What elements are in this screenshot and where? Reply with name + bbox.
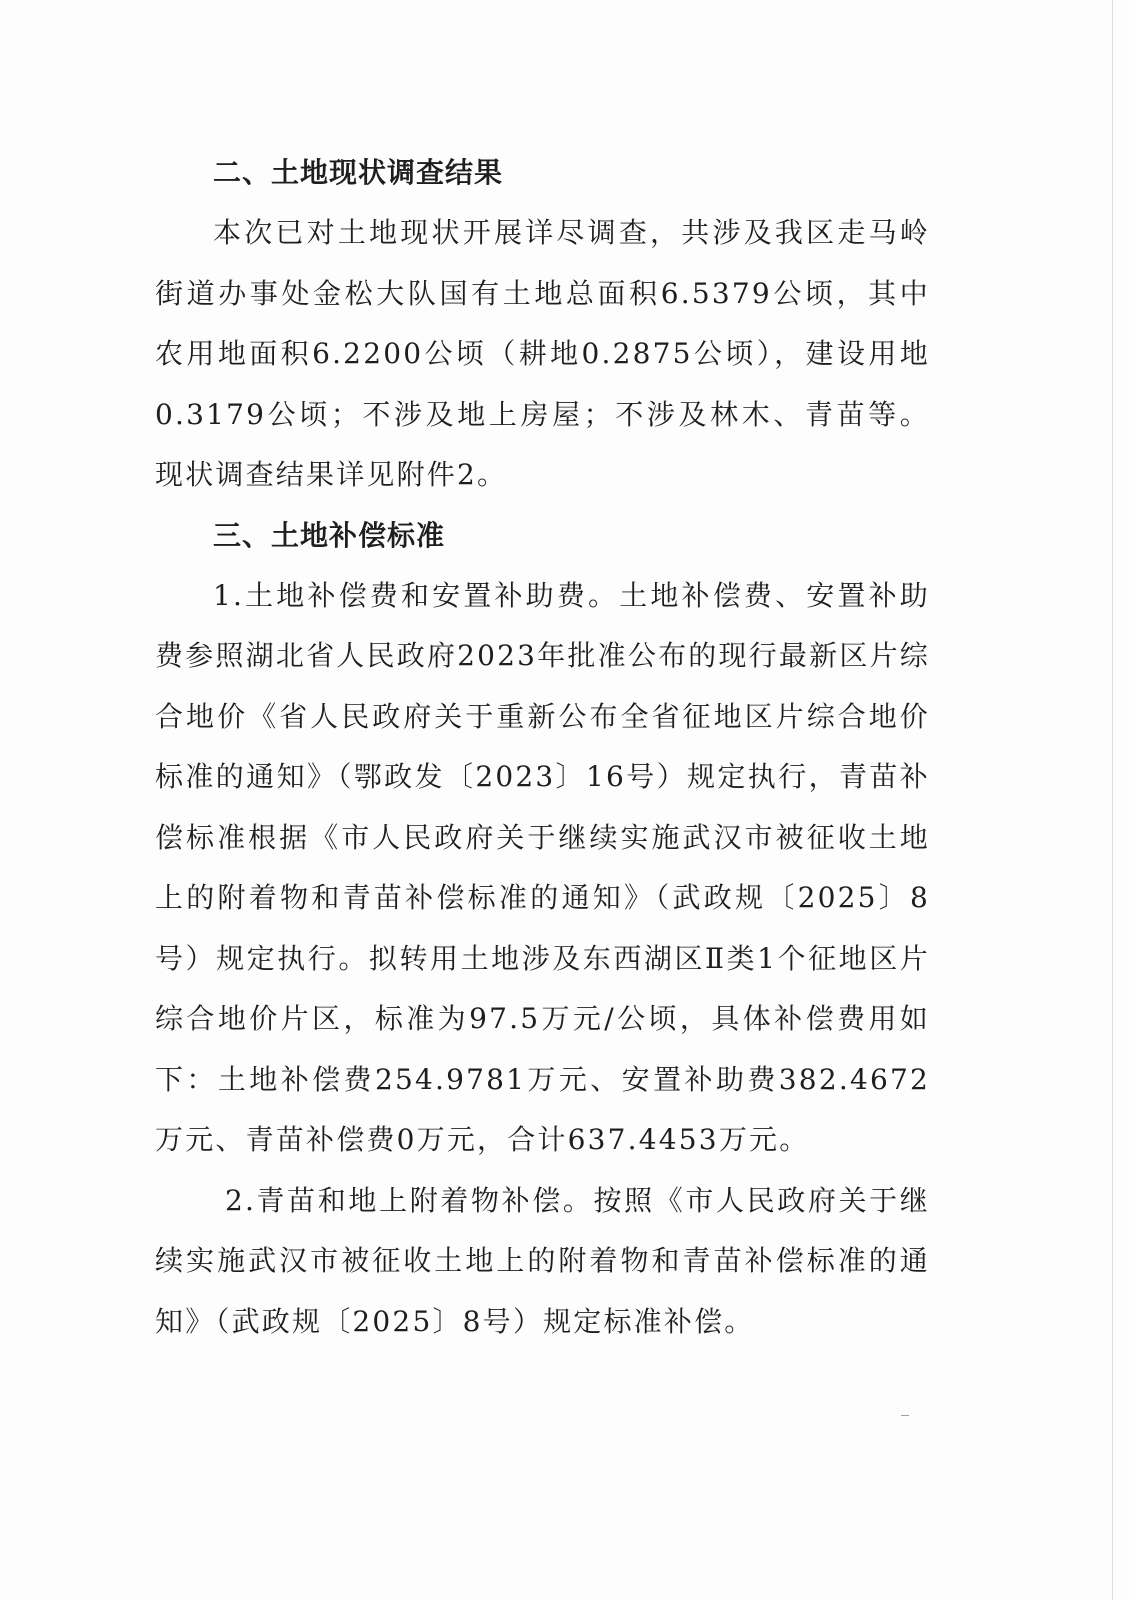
document-body	[155, 143, 930, 1352]
compensation-item-2: 2.青苗和地上附着物补偿。按照《市人民政府关于继续实施武汉市被征收土地上的附着物和青苗补偿标准的通知》（武政规〔2025〕8号）规定标准补偿。	[155, 1183, 930, 1338]
section-heading-compensation-standard: 三、土地补偿标准	[213, 518, 446, 552]
scan-edge-line	[1112, 0, 1113, 1600]
land-survey-paragraph: 本次已对土地现状开展详尽调查，共涉及我区走马岭街道办事处金松大队国有土地总面积6.5379公顷，其中农用地面积6.2200公顷（耕地0.2875公顷），建设用地0.3179公顷；不涉及地上房屋；不涉及林木、青苗等。现状调查结果详见附件2。	[155, 216, 930, 491]
section-heading-land-survey: 二、土地现状调查结果	[213, 156, 504, 189]
scan-mark	[901, 1415, 909, 1416]
compensation-item-1: 1.土地补偿费和安置补助费。土地补偿费、安置补助费参照湖北省人民政府2023年批准公布的现行最新区片综合地价《省人民政府关于重新公布全省征地区片综合地价标准的通知》（鄂政发〔2023〕16号）规定执行，青苗补偿标准根据《市人民政府关于继续实施武汉市被征收土地上的附着物和青苗补偿标准的通知》（武政规〔2025〕8号）规定执行。拟转用土地涉及东西湖区Ⅱ类1个征地区片综合地价片区，标准为97.5万元/公顷，具体补偿费用如下：土地补偿费254.9781万元、安置补助费382.4672万元、青苗补偿费0万元，合计637.4453万元。	[155, 578, 930, 1156]
